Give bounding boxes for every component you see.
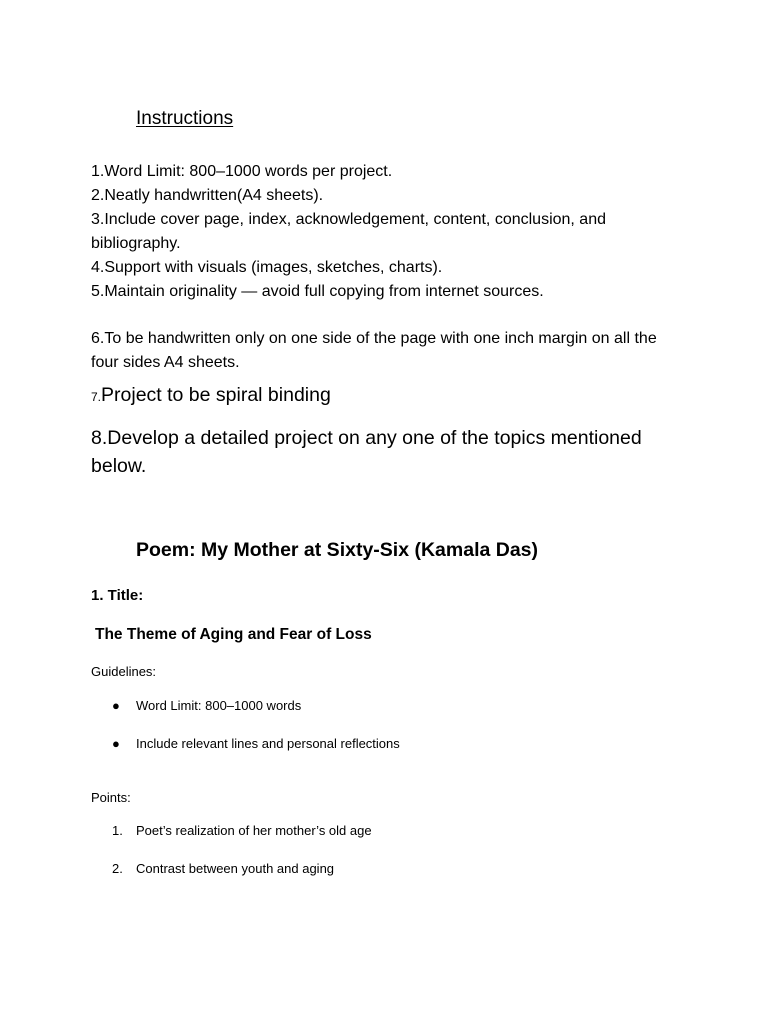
poem-title: Poem: My Mother at Sixty-Six (Kamala Das) [136,539,539,561]
instruction-item-7-text: Project to be spiral binding [101,384,331,406]
instructions-heading: Instructions [136,108,234,129]
instruction-item-1: 1.Word Limit: 800–1000 words per project. [91,163,393,180]
bullet-icon: ● [112,698,120,713]
instruction-item-7 [91,381,331,411]
point-number: 1. [112,823,123,838]
topic-title: The Theme of Aging and Fear of Loss [95,626,372,643]
point-item [112,823,372,838]
point-item [112,861,334,876]
instruction-item-3: 3.Include cover page, index, acknowledgement, content, conclusion, and bibliography. [91,211,606,252]
topic-label: 1. Title: [91,587,144,604]
guideline-text: Word Limit: 800–1000 words [136,698,302,713]
instruction-item-6: 6.To be handwritten only on one side of the page with one inch margin on all the four sides A4 sheets. [91,330,657,371]
guideline-text: Include relevant lines and personal reflections [136,736,400,751]
instruction-item-5: 5.Maintain originality — avoid full copying from internet sources. [91,283,544,300]
instruction-item-4: 4.Support with visuals (images, sketches, charts). [91,259,443,276]
point-text: Poet’s realization of her mother’s old age [136,823,372,838]
points-label: Points: [91,790,131,805]
instruction-item-8: 8.Develop a detailed project on any one of the topics mentioned below. [91,427,642,477]
bullet-icon: ● [112,736,120,751]
point-number: 2. [112,861,123,876]
guideline-item [112,736,400,751]
guidelines-label: Guidelines: [91,664,157,679]
guideline-item [112,698,301,713]
instruction-item-2: 2.Neatly handwritten(A4 sheets). [91,187,324,204]
instruction-item-7-number: 7. [91,390,102,404]
point-text: Contrast between youth and aging [136,861,335,876]
